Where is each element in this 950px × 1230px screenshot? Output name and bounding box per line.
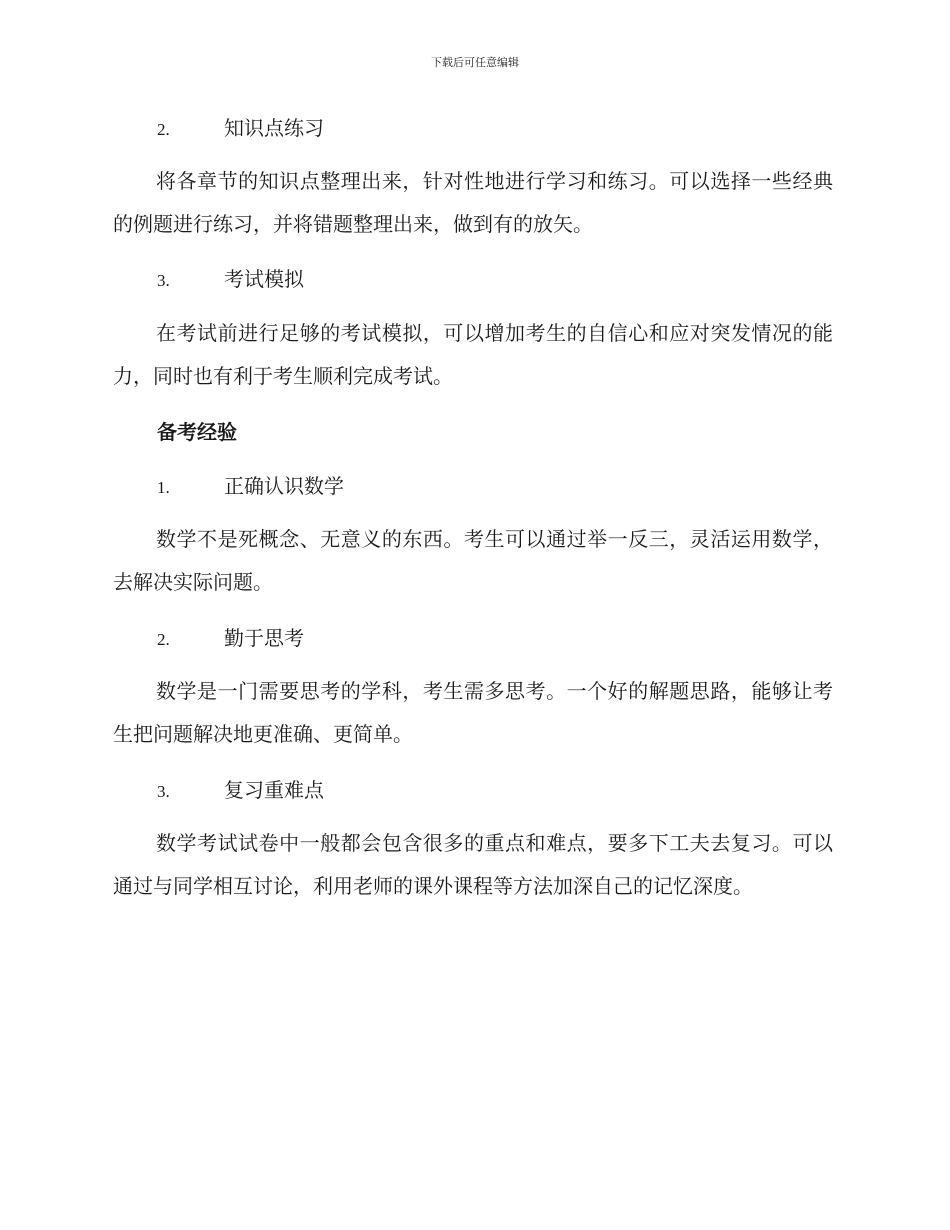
paragraph-exam-simulation: 在考试前进行足够的考试模拟，可以增加考生的自信心和应对突发情况的能力，同时也有利于考生顺利完成考试。 — [113, 321, 833, 388]
list-item-title: 正确认识数学 — [224, 474, 344, 498]
list-number: 3. — [157, 782, 170, 801]
list-item-think-diligently — [157, 624, 304, 652]
paragraph-review-key-points: 数学考试试卷中一般都会包含很多的重点和难点，要多下工夫去复习。可以通过与同学相互讨论，利用老师的课外课程等方法加深自己的记忆深度。 — [113, 831, 833, 898]
paragraph-think-diligently: 数学是一门需要思考的学科，考生需多思考。一个好的解题思路，能够让考生把问题解决地更准确、更简单。 — [113, 679, 833, 746]
list-number: 3. — [157, 271, 170, 290]
list-item-knowledge-practice — [157, 114, 324, 142]
list-number: 1. — [157, 478, 170, 497]
list-item-title: 知识点练习 — [224, 116, 324, 140]
page-header: 下载后可任意编辑 — [431, 56, 519, 69]
list-number: 2. — [157, 630, 170, 649]
list-item-title: 考试模拟 — [224, 267, 304, 291]
list-number: 2. — [157, 120, 170, 139]
paragraph-understand-math: 数学不是死概念、无意义的东西。考生可以通过举一反三，灵活运用数学，去解决实际问题。 — [113, 527, 833, 594]
list-item-title: 复习重难点 — [224, 778, 324, 802]
list-item-exam-simulation — [157, 265, 304, 293]
list-item-title: 勤于思考 — [224, 626, 304, 650]
section-heading: 备考经验 — [157, 420, 237, 444]
paragraph-knowledge-practice: 将各章节的知识点整理出来，针对性地进行学习和练习。可以选择一些经典的例题进行练习，并将错题整理出来，做到有的放矢。 — [113, 169, 833, 236]
list-item-review-key-points — [157, 776, 324, 804]
list-item-understand-math — [157, 472, 344, 500]
